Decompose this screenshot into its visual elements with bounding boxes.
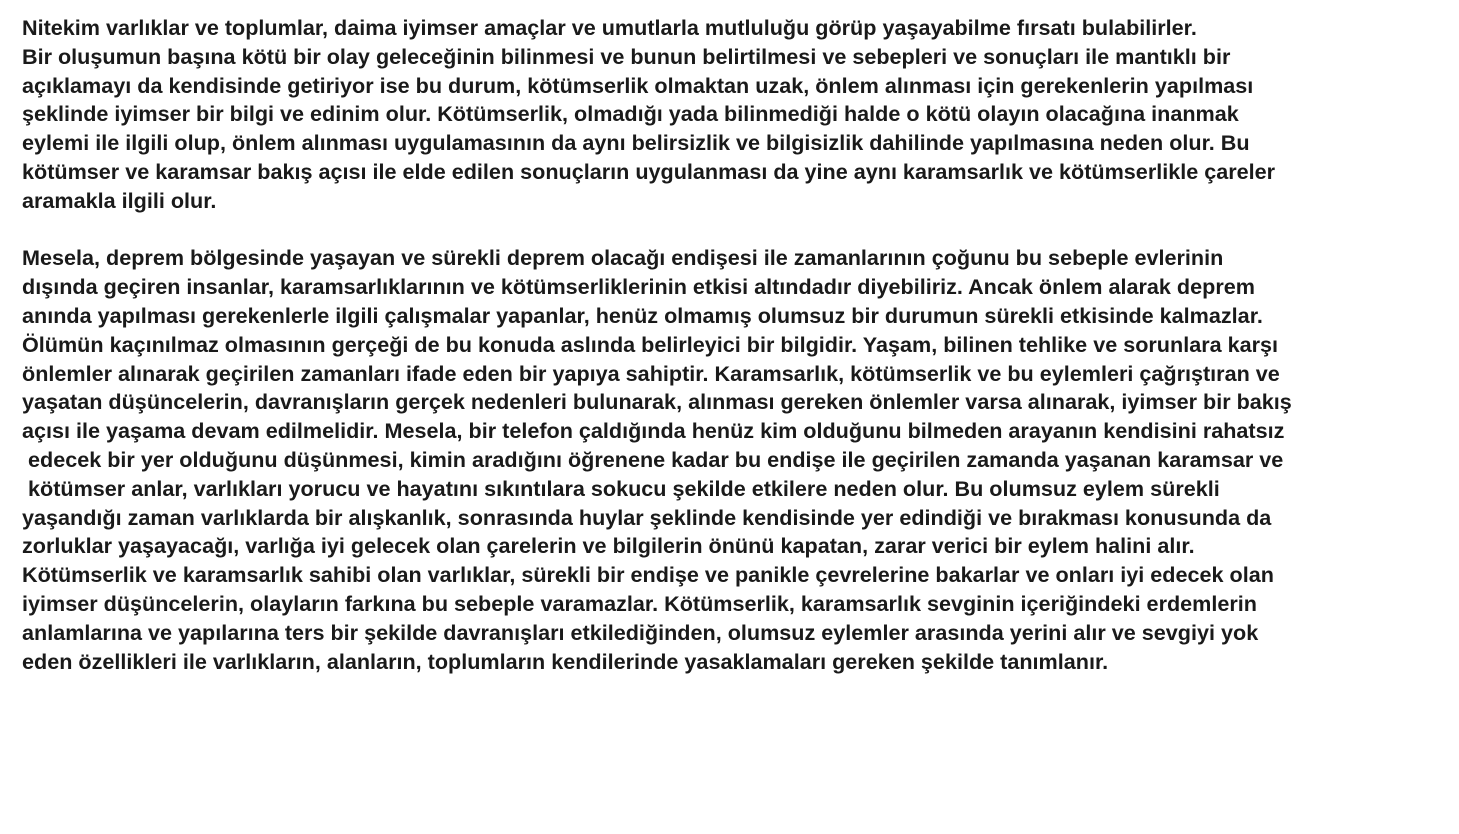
text-line: yaşatan düşüncelerin, davranışların gerçek nedenleri bulunarak, alınması gereken önlemler varsa alınarak, iyimser bir bakış	[22, 389, 1292, 415]
text-line: şeklinde iyimser bir bilgi ve edinim olur. Kötümserlik, olmadığı yada bilinmediği halde o kötü olayın olacağına inanmak	[22, 101, 1239, 127]
paragraph-2	[22, 244, 1452, 676]
text-line: dışında geçiren insanlar, karamsarlıklarının ve kötümserliklerinin etkisi altındadır diyebiliriz. Ancak önlem alarak deprem	[22, 274, 1255, 300]
text-line: anında yapılması gerekenlerle ilgili çalışmalar yapanlar, henüz olmamış olumsuz bir durumun sürekli etkisinde kalmazlar.	[22, 302, 1263, 328]
text-line: açıklamayı da kendisinde getiriyor ise bu durum, kötümserlik olmaktan uzak, önlem alınması için gerekenlerin yapılması	[22, 72, 1254, 98]
text-line: kötümser anlar, varlıkları yorucu ve hayatını sıkıntılara sokucu şekilde etkilere neden olur. Bu olumsuz eylem sürekli	[22, 475, 1220, 501]
text-line: anlamlarına ve yapılarına ters bir şekilde davranışları etkilediğinden, olumsuz eylemler arasında yerini alır ve sevgiyi yok	[22, 619, 1259, 645]
text-line: Nitekim varlıklar ve toplumlar, daima iyimser amaçlar ve umutlarla mutluluğu görüp yaşayabilme fırsatı bulabilirler.	[22, 15, 1197, 40]
text-line: eden özellikleri ile varlıkların, alanların, toplumların kendilerinde yasaklamaları gereken şekilde tanımlanır.	[22, 648, 1109, 674]
text-line: önlemler alınarak geçirilen zamanları ifade eden bir yapıya sahiptir. Karamsarlık, kötümserlik ve bu eylemleri çağrıştıran ve	[22, 360, 1280, 386]
text-line: iyimser düşüncelerin, olayların farkına bu sebeple varamazlar. Kötümserlik, karamsarlık sevginin içeriğindeki erdemlerin	[22, 590, 1257, 616]
paragraph-1	[22, 14, 1452, 216]
text-line: açısı ile yaşama devam edilmelidir. Mesela, bir telefon çaldığında henüz kim olduğunu bilmeden arayanın kendisini rahatsız	[22, 418, 1285, 444]
text-line: Kötümserlik ve karamsarlık sahibi olan varlıklar, sürekli bir endişe ve panikle çevrelerine bakarlar ve onları iyi edecek olan	[22, 562, 1274, 588]
text-line: Ölümün kaçınılmaz olmasının gerçeği de bu konuda aslında belirleyici bir bilgidir. Yaşam, bilinen tehlike ve sorunlara karşı	[22, 331, 1279, 357]
text-line: zorluklar yaşayacağı, varlığa iyi gelecek olan çarelerin ve bilgilerin önünü kapatan, zarar verici bir eylem halini alır.	[22, 533, 1195, 559]
text-line: Bir oluşumun başına kötü bir olay geleceğinin bilinmesi ve bunun belirtilmesi ve sebepleri ve sonuçları ile mantıklı bir	[22, 43, 1231, 69]
text-line: kötümser ve karamsar bakış açısı ile elde edilen sonuçların uygulanması da yine aynı karamsarlık ve kötümserlikle çareler	[22, 158, 1276, 184]
text-line: aramakla ilgili olur.	[22, 187, 217, 213]
text-line: yaşandığı zaman varlıklarda bir alışkanlık, sonrasında huylar şeklinde kendisinde yer edindiği ve bırakması konusunda da	[22, 504, 1272, 530]
text-line: edecek bir yer olduğunu düşünmesi, kimin aradığını öğrenene kadar bu endişe ile geçirilen zamanda yaşanan karamsar ve	[22, 446, 1284, 472]
document-body	[22, 14, 1452, 676]
text-line: Mesela, deprem bölgesinde yaşayan ve sürekli deprem olacağı endişesi ile zamanlarının çoğunu bu sebeple evlerinin	[22, 245, 1224, 271]
text-line: eylemi ile ilgili olup, önlem alınması uygulamasının da aynı belirsizlik ve bilgisizlik dahilinde yapılmasına neden olur. Bu	[22, 130, 1250, 156]
